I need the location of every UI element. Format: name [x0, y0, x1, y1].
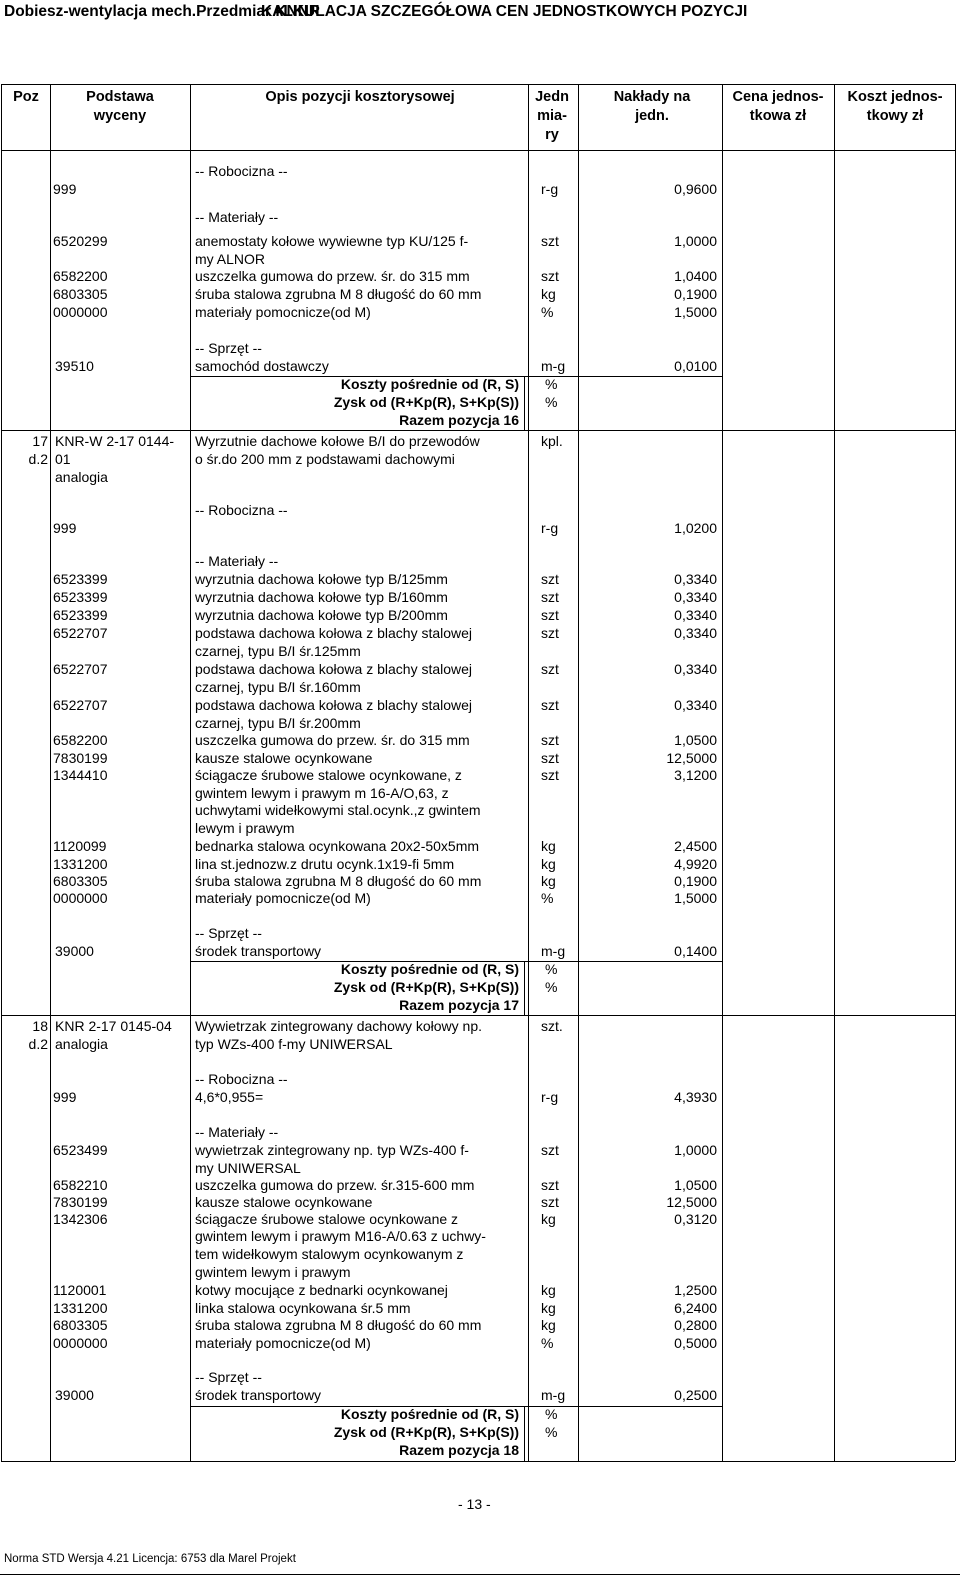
col-divider — [834, 84, 835, 1461]
item-description: lina st.jednozw.z drutu ocynk.1x19-fi 5mm — [195, 856, 455, 872]
item-unit: szt — [541, 625, 559, 641]
item-description: ściągacze śrubowe stalowe ocynkowane, z — [195, 767, 462, 783]
item-unit: % — [541, 1335, 554, 1351]
item-quantity: 0,2500 — [674, 1387, 717, 1403]
item-quantity: 4,3930 — [674, 1089, 717, 1105]
header-jedn: Jedn mia- ry — [535, 89, 569, 143]
col-divider — [955, 84, 956, 1461]
item-description: my UNIWERSAL — [195, 1160, 301, 1176]
item-description: -- Sprzęt -- — [195, 340, 262, 356]
item-quantity: 0,1900 — [674, 873, 717, 889]
item-description: czarnej, typu B/I śr.160mm — [195, 679, 361, 695]
item-unit: % — [545, 1406, 558, 1422]
item-unit: kg — [541, 1300, 556, 1316]
item-unit: % — [545, 394, 558, 410]
item-description: Wyrzutnie dachowe kołowe B/I do przewodów — [195, 433, 480, 449]
cost-basis: 999 — [53, 1089, 77, 1105]
item-quantity: 1,0000 — [674, 1142, 717, 1158]
cost-basis: KNR 2-17 0145-04 — [55, 1018, 172, 1034]
col-divider — [722, 84, 723, 1461]
header-naklady: Nakłady na jedn. — [613, 89, 691, 124]
item-quantity: 0,3340 — [674, 589, 717, 605]
cost-basis: 1342306 — [53, 1211, 108, 1227]
cost-basis: 6520299 — [53, 233, 108, 249]
item-quantity: 1,5000 — [674, 304, 717, 320]
item-description: Wywietrzak zintegrowany dachowy kołowy np. — [195, 1018, 482, 1034]
item-quantity: 0,3340 — [674, 571, 717, 587]
cost-basis: 0000000 — [53, 304, 108, 320]
cost-basis: 6523399 — [53, 589, 108, 605]
item-quantity: 1,0200 — [674, 520, 717, 536]
item-unit: % — [545, 376, 558, 392]
item-description: -- Sprzęt -- — [195, 1369, 262, 1385]
summary-label: Zysk od (R+Kp(R), S+Kp(S)) — [333, 394, 519, 410]
item-unit: r-g — [541, 181, 559, 197]
item-description: kausze stalowe ocynkowane — [195, 750, 373, 766]
cost-basis: 1331200 — [53, 1300, 108, 1316]
item-description: podstawa dachowa kołowa z blachy stalowej — [195, 661, 473, 677]
summary-vline — [524, 376, 525, 430]
cost-basis: 1344410 — [53, 767, 108, 783]
item-description: -- Materiały -- — [195, 553, 279, 569]
item-unit: m-g — [541, 1387, 566, 1403]
cost-basis: 1331200 — [53, 856, 108, 872]
item-quantity: 0,1400 — [674, 943, 717, 959]
item-unit: szt. — [541, 1018, 563, 1034]
item-description: my ALNOR — [195, 251, 266, 267]
item-unit: szt — [541, 1194, 559, 1210]
col-divider — [528, 84, 529, 1461]
cost-basis: 39000 — [55, 1387, 94, 1403]
item-description: anemostaty kołowe wywiewne typ KU/125 f- — [195, 233, 469, 249]
item-quantity: 0,2800 — [674, 1317, 717, 1333]
cost-basis: 6803305 — [53, 286, 108, 302]
item-description: -- Robocizna -- — [195, 163, 288, 179]
item-unit: kg — [541, 1317, 556, 1333]
item-quantity: 0,3340 — [674, 697, 717, 713]
item-description: tem widełkowym stalowym ocynkowanym z — [195, 1246, 464, 1262]
item-description: -- Materiały -- — [195, 209, 279, 225]
item-description: kausze stalowe ocynkowane — [195, 1194, 373, 1210]
page-number: - 13 - — [458, 1496, 491, 1512]
item-description: środek transportowy — [195, 943, 322, 959]
cost-basis: 6803305 — [53, 1317, 108, 1333]
summary-label: Koszty pośrednie od (R, S) — [340, 1406, 519, 1422]
item-description: typ WZs-400 f-my UNIWERSAL — [195, 1036, 393, 1052]
summary-line — [1, 430, 955, 431]
item-quantity: 1,0000 — [674, 233, 717, 249]
header-cena: Cena jednos- tkowa zł — [732, 89, 824, 124]
col-divider — [190, 84, 191, 1461]
header-poz: Poz — [13, 89, 39, 105]
item-description: wyrzutnia dachowa kołowe typ B/125mm — [195, 571, 448, 587]
item-description: -- Robocizna -- — [195, 502, 288, 518]
cost-basis: 39510 — [55, 358, 94, 374]
item-unit: r-g — [541, 1089, 559, 1105]
cost-basis: 999 — [53, 520, 77, 536]
table-bottom-border — [1, 1461, 955, 1462]
item-description: 4,6*0,955= — [195, 1089, 264, 1105]
item-quantity: 1,0400 — [674, 268, 717, 284]
item-quantity: 0,1900 — [674, 286, 717, 302]
item-quantity: 0,0100 — [674, 358, 717, 374]
item-description: bednarka stalowa ocynkowana 20x2-50x5mm — [195, 838, 480, 854]
footer-divider — [0, 1574, 960, 1575]
cost-basis: 6582200 — [53, 732, 108, 748]
item-description: linka stalowa ocynkowana śr.5 mm — [195, 1300, 411, 1316]
item-quantity: 0,3120 — [674, 1211, 717, 1227]
col-divider — [50, 84, 51, 1461]
position-number: d.2 — [28, 1036, 48, 1052]
item-description: podstawa dachowa kołowa z blachy stalowej — [195, 625, 473, 641]
item-description: czarnej, typu B/I śr.125mm — [195, 643, 361, 659]
item-description: -- Materiały -- — [195, 1124, 279, 1140]
item-unit: szt — [541, 607, 559, 623]
position-number: 17 — [32, 433, 48, 449]
item-unit: szt — [541, 1142, 559, 1158]
cost-basis: 1120001 — [53, 1282, 107, 1298]
item-unit: szt — [541, 732, 559, 748]
item-unit: kg — [541, 1211, 556, 1227]
license-line: Norma STD Wersja 4.21 Licencja: 6753 dla Marel Projekt — [4, 1553, 296, 1565]
item-description: -- Robocizna -- — [195, 1071, 288, 1087]
item-unit: m-g — [541, 943, 566, 959]
summary-label: Koszty pośrednie od (R, S) — [340, 376, 519, 392]
item-description: uszczelka gumowa do przew. śr. do 315 mm — [195, 732, 470, 748]
item-quantity: 1,5000 — [674, 890, 717, 906]
summary-label: Razem pozycja 16 — [399, 412, 519, 428]
header-opis: Opis pozycji kosztorysowej — [265, 89, 455, 105]
item-quantity: 0,9600 — [674, 181, 717, 197]
item-description: gwintem lewym i prawym — [195, 1264, 351, 1280]
item-unit: kg — [541, 856, 556, 872]
cost-basis: 7830199 — [53, 1194, 108, 1210]
cost-basis: 6522707 — [53, 625, 108, 641]
summary-label: Zysk od (R+Kp(R), S+Kp(S)) — [333, 1424, 519, 1440]
item-unit: szt — [541, 1177, 559, 1193]
item-description: wywietrzak zintegrowany np. typ WZs-400 f- — [195, 1142, 469, 1158]
cost-basis: KNR-W 2-17 0144- — [55, 433, 175, 449]
header-podstawa: Podstawa wyceny — [86, 89, 154, 124]
item-quantity: 0,3340 — [674, 607, 717, 623]
summary-label: Koszty pośrednie od (R, S) — [340, 961, 519, 977]
col-divider — [1, 84, 2, 1461]
item-description: śruba stalowa zgrubna M 8 długość do 60 mm — [195, 873, 482, 889]
item-description: gwintem lewym i prawym M16-A/0.63 z uchwy- — [195, 1228, 486, 1244]
item-unit: szt — [541, 661, 559, 677]
item-unit: % — [545, 1424, 558, 1440]
cost-basis: 6803305 — [53, 873, 108, 889]
cost-basis: 999 — [53, 181, 77, 197]
item-unit: szt — [541, 233, 559, 249]
summary-vline — [524, 961, 525, 1015]
item-description: samochód dostawczy — [195, 358, 329, 374]
item-quantity: 1,2500 — [674, 1282, 717, 1298]
item-unit: szt — [541, 589, 559, 605]
cost-basis: 6582210 — [53, 1177, 108, 1193]
item-description: śruba stalowa zgrubna M 8 długość do 60 mm — [195, 1317, 482, 1333]
item-description: podstawa dachowa kołowa z blachy stalowej — [195, 697, 473, 713]
summary-vline — [524, 1406, 525, 1461]
item-quantity: 0,3340 — [674, 625, 717, 641]
item-unit: szt — [541, 767, 559, 783]
item-description: ściągacze śrubowe stalowe ocynkowane z — [195, 1211, 459, 1227]
cost-basis: 6523399 — [53, 607, 108, 623]
item-unit: % — [541, 890, 554, 906]
summary-label: Razem pozycja 18 — [399, 1442, 519, 1458]
item-quantity: 3,1200 — [674, 767, 717, 783]
item-quantity: 6,2400 — [674, 1300, 717, 1316]
cost-basis: analogia — [55, 1036, 108, 1052]
cost-basis: 39000 — [55, 943, 94, 959]
item-unit: szt — [541, 571, 559, 587]
col-divider — [578, 84, 579, 1461]
item-quantity: 1,0500 — [674, 732, 717, 748]
item-description: lewym i prawym — [195, 820, 295, 836]
item-unit: % — [545, 961, 558, 977]
cost-basis: analogia — [55, 469, 108, 485]
cost-basis: 6522707 — [53, 697, 108, 713]
cost-basis: 1120099 — [53, 838, 107, 854]
summary-label: Razem pozycja 17 — [399, 997, 519, 1013]
item-quantity: 0,5000 — [674, 1335, 717, 1351]
item-description: materiały pomocnicze(od M) — [195, 304, 371, 320]
item-description: kotwy mocujące z bednarki ocynkowanej — [195, 1282, 448, 1298]
item-quantity: 0,3340 — [674, 661, 717, 677]
document-title-a: Dobiesz-wentylacja mech.Przedmiar KNNR — [4, 3, 321, 20]
item-description: uszczelka gumowa do przew. śr.315-600 mm — [195, 1177, 475, 1193]
header-bottom-border — [1, 150, 955, 151]
cost-basis: 7830199 — [53, 750, 108, 766]
item-quantity: 12,5000 — [666, 750, 717, 766]
item-description: o śr.do 200 mm z podstawami dachowymi — [195, 451, 455, 467]
item-description: materiały pomocnicze(od M) — [195, 1335, 371, 1351]
item-quantity: 4,9920 — [674, 856, 717, 872]
item-quantity: 2,4500 — [674, 838, 717, 854]
item-unit: kg — [541, 286, 556, 302]
item-description: środek transportowy — [195, 1387, 322, 1403]
item-unit: kpl. — [541, 433, 563, 449]
item-quantity: 12,5000 — [666, 1194, 717, 1210]
position-number: 18 — [32, 1018, 48, 1034]
item-unit: r-g — [541, 520, 559, 536]
cost-basis: 01 — [55, 451, 71, 467]
summary-label: Zysk od (R+Kp(R), S+Kp(S)) — [333, 979, 519, 995]
item-unit: kg — [541, 838, 556, 854]
item-description: wyrzutnia dachowa kołowe typ B/200mm — [195, 607, 448, 623]
item-description: materiały pomocnicze(od M) — [195, 890, 371, 906]
cost-basis: 6522707 — [53, 661, 108, 677]
item-description: uchwytami widełkowymi stal.ocynk.,z gwintem — [195, 802, 481, 818]
item-unit: % — [541, 304, 554, 320]
document-title-b: KALKULACJA SZCZEGÓŁOWA CEN JEDNOSTKOWYCH POZYCJI — [261, 3, 748, 20]
header-koszt: Koszt jednos- tkowy zł — [847, 89, 943, 124]
item-unit: % — [545, 979, 558, 995]
item-unit: m-g — [541, 358, 566, 374]
item-description: gwintem lewym i prawym m 16-A/O,63, z — [195, 785, 449, 801]
item-description: wyrzutnia dachowa kołowe typ B/160mm — [195, 589, 448, 605]
item-unit: kg — [541, 1282, 556, 1298]
item-description: -- Sprzęt -- — [195, 925, 262, 941]
cost-basis: 6523399 — [53, 571, 108, 587]
item-quantity: 1,0500 — [674, 1177, 717, 1193]
item-unit: szt — [541, 268, 559, 284]
item-unit: szt — [541, 750, 559, 766]
cost-basis: 0000000 — [53, 890, 108, 906]
cost-basis: 6582200 — [53, 268, 108, 284]
summary-line — [1, 1015, 955, 1016]
item-description: czarnej, typu B/I śr.200mm — [195, 715, 361, 731]
position-number: d.2 — [28, 451, 48, 467]
item-description: śruba stalowa zgrubna M 8 długość do 60 mm — [195, 286, 482, 302]
item-unit: kg — [541, 873, 556, 889]
cost-basis: 6523499 — [53, 1142, 108, 1158]
table-top-border — [1, 84, 955, 85]
cost-basis: 0000000 — [53, 1335, 108, 1351]
item-unit: szt — [541, 697, 559, 713]
item-description: uszczelka gumowa do przew. śr. do 315 mm — [195, 268, 470, 284]
